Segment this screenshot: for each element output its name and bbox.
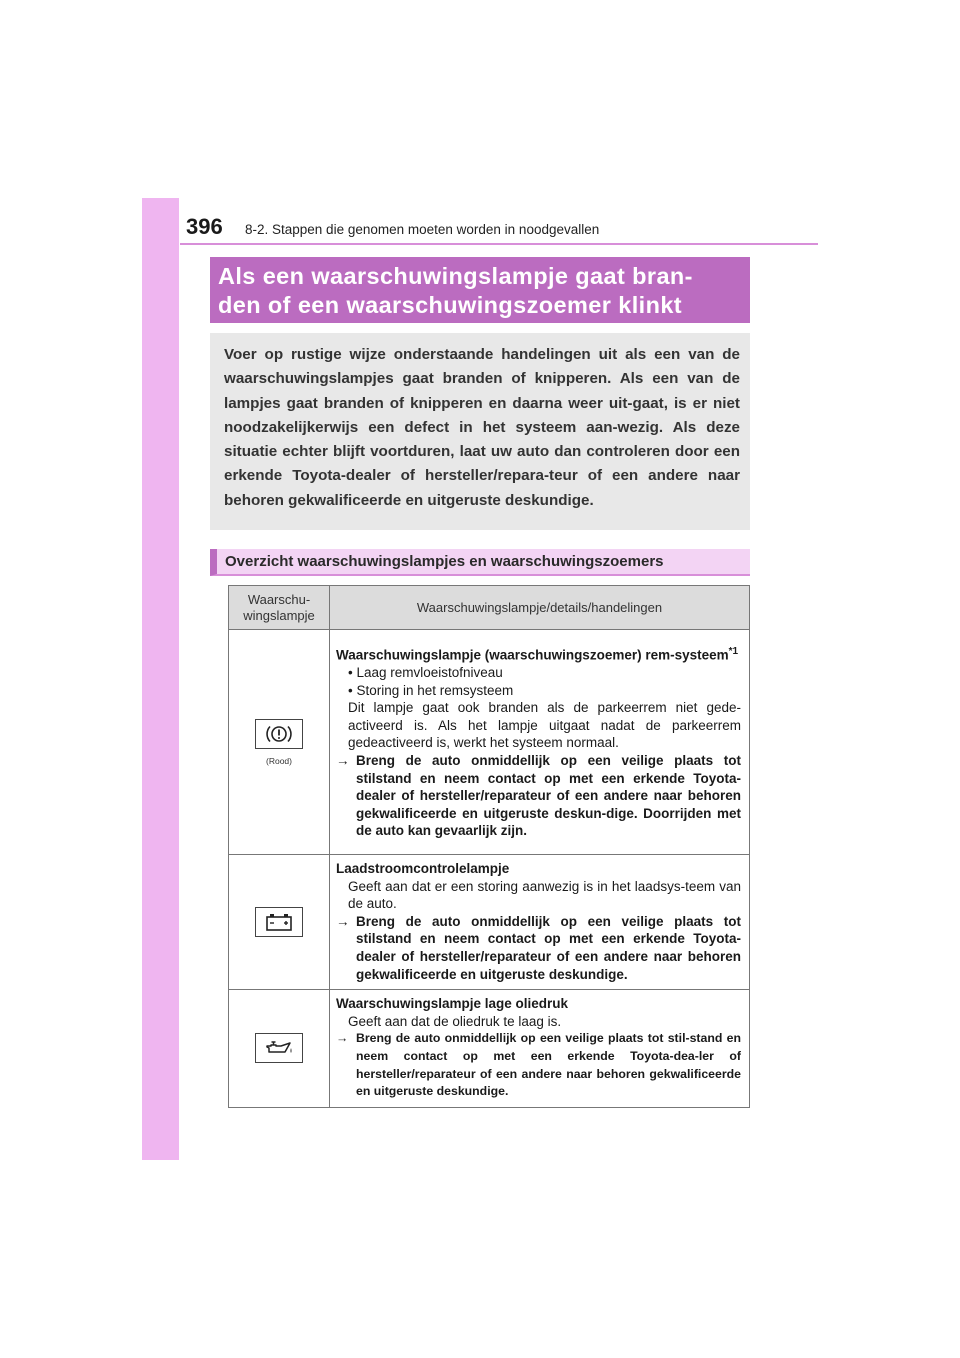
page-title [210, 257, 750, 323]
description-cell [330, 630, 750, 855]
row-title: Laadstroomcontrolelampje [336, 861, 510, 876]
page-title-line-1: Als een waarschuwingslampje gaat bran- [218, 263, 693, 289]
row-action [336, 752, 741, 840]
running-header: 8-2. Stappen die genomen moeten worden in noodgevallen [245, 222, 600, 237]
arrow-icon: → [336, 753, 350, 769]
icon-caption: (Rood) [266, 755, 292, 766]
oil-can-icon [255, 1033, 303, 1063]
icon-cell [229, 990, 330, 1108]
arrow-icon: → [336, 913, 350, 929]
row-action-text: Breng de auto onmiddellijk op een veilige plaats tot stil-stand en neem contact op met een erkende Toyota-dea-ler of hersteller/reparateur of een andere naar behoren gekwalificeerde en uitgeruste deskundige. [356, 1031, 741, 1099]
description-cell [330, 855, 750, 990]
arrow-icon: → [336, 1031, 349, 1046]
table-row [229, 855, 750, 990]
row-title: Waarschuwingslampje lage oliedruk [336, 996, 569, 1012]
intro-paragraph: Voer op rustige wijze onderstaande handelingen uit als een van de waarschuwingslampjes gaat branden of knipperen. Als een van de lampjes gaat branden of knipperen en daarna weer uit-gaat, is er niet noodzakelijkerwijs een defect in het systeem aan-wezig. Als deze situatie echter blijft voortduren, laat uw auto dan controleren door een erkende Toyota-dealer of hersteller/repara-teur of een andere naar behoren gekwalificeerde en uitgeruste deskundige. [210, 333, 750, 530]
table-row [229, 990, 750, 1108]
page-title-line-2: den of een waarschuwingszoemer klinkt [218, 292, 683, 318]
footnote-marker: *1 [728, 645, 739, 657]
section-heading: Overzicht waarschuwingslampjes en waarschuwingszoemers [210, 549, 750, 576]
page-number: 396 [186, 214, 223, 239]
battery-icon [255, 907, 303, 937]
row-action [336, 913, 741, 983]
table-header-desc-col: Waarschuwingslampje/details/handelingen [330, 586, 750, 630]
bullet-item: • Storing in het remsysteem [348, 682, 514, 698]
row-title [336, 643, 741, 664]
description-cell [330, 990, 750, 1108]
icon-cell [229, 855, 330, 990]
row-title-text: Waarschuwingslampje (waarschuwingszoemer) rem-systeem [336, 647, 729, 663]
warning-lights-table [228, 585, 750, 1108]
row-detail: Geeft aan dat de oliedruk te laag is. [348, 1013, 562, 1029]
brake-warning-icon [255, 719, 303, 749]
icon-cell [229, 630, 330, 855]
row-action-text: Breng de auto onmiddellijk op een veilige plaats tot stilstand en neem contact op met een erkende Toyota-dealer of hersteller/reparateur of een andere naar behoren gekwalificeerde en uitgeruste deskundige. [356, 913, 741, 982]
header-col1-line2: wingslampje [243, 607, 315, 623]
header-col1-line1: Waarschu- [247, 591, 311, 607]
chapter-side-strip [142, 198, 179, 1160]
row-action [336, 1030, 741, 1100]
bullet-item: • Laag remvloeistofniveau [348, 665, 503, 681]
table-header-row [229, 586, 750, 630]
row-detail: Dit lampje gaat ook branden als de parkeerrem niet gede-activeerd is. Als het lampje uitgaat nadat de parkeerrem gedeactiveerd is, werkt het systeem normaal. [348, 700, 741, 751]
table-row [229, 630, 750, 855]
table-header-icon-col [229, 586, 330, 630]
header-rule [180, 243, 818, 245]
row-action-text: Breng de auto onmiddellijk op een veilige plaats tot stilstand en neem contact op met een erkende Toyota-dealer of hersteller/reparateur of een andere naar behoren gekwalificeerde en uitgeruste deskun-dige. Doorrijden met de auto kan gevaarlijk zijn. [356, 753, 741, 839]
row-detail: Geeft aan dat er een storing aanwezig is in het laadsys-teem van de auto. [348, 878, 741, 912]
